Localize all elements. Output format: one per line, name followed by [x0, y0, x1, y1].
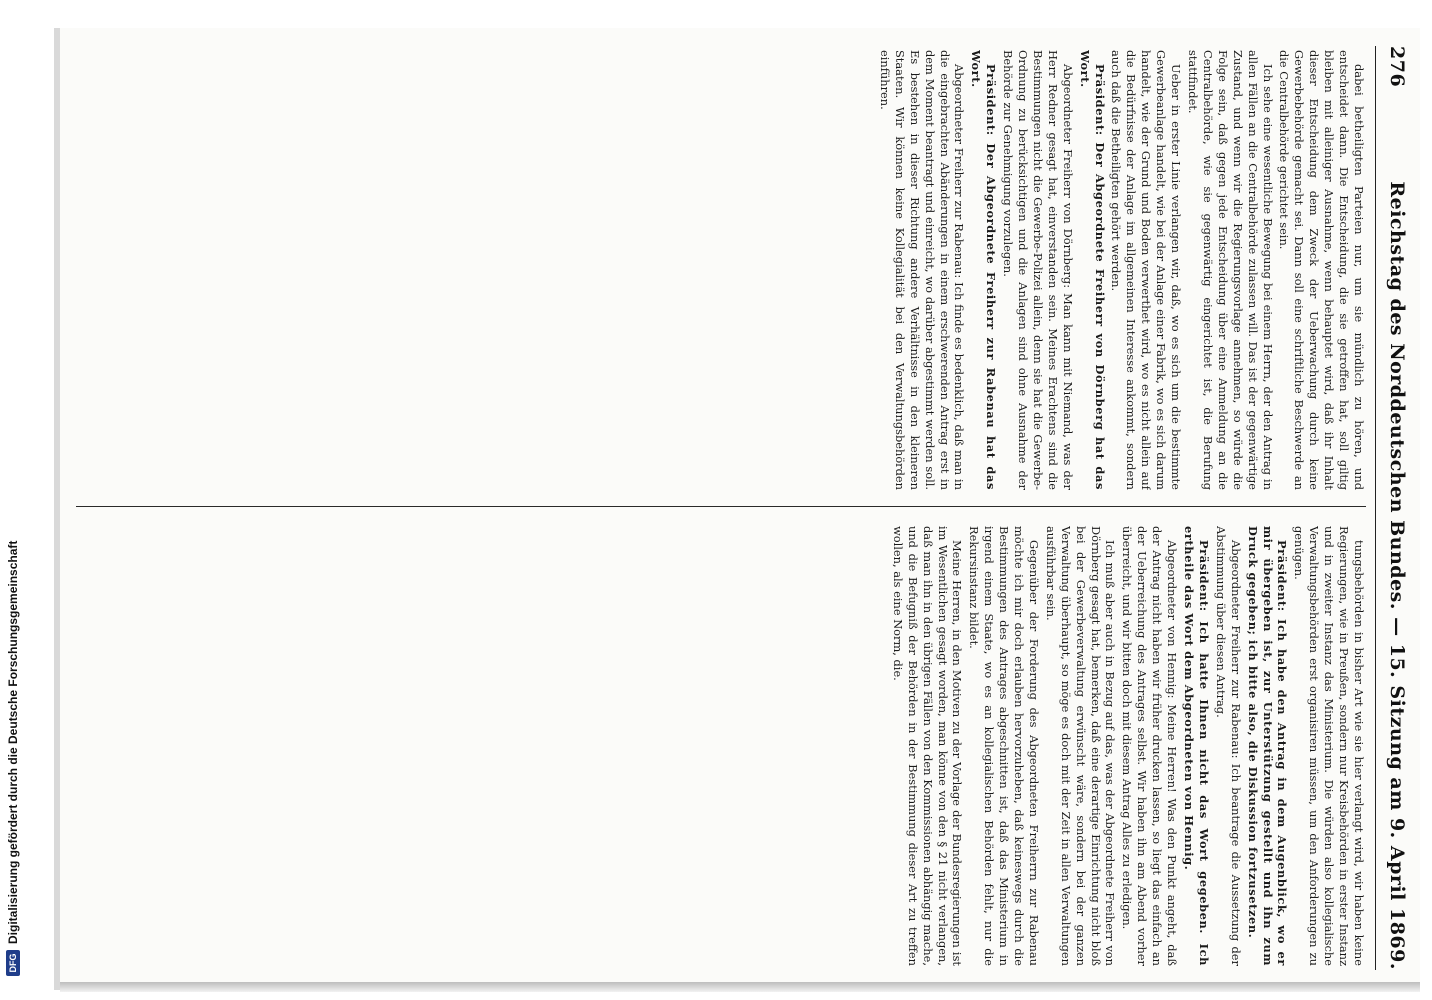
page-header — [1380, 46, 1414, 970]
paragraph: Abgeordneter Freiherr von Dörnberg: Man kann mit Niemand, was der Herr Redner gesagt hat, einverstanden sein. Meines Erachtens sind die Bestimmungen nicht die Gewerbe-Polizei allein, denn sie hat die Gewerbe-Ordnung zu berücksichtigen und die Anlagen sind ohne Ausnahme der Behörde zur Genehmigung vorzulegen. — [1001, 50, 1075, 490]
page-number: 276 — [1386, 46, 1408, 88]
paragraph: Gegenüber der Forderung des Abgeordneten Freiherrn zur Rabenau möchte ich mir doch erlauben hervorzuheben, daß keineswegs durch die Bestimmungen des Antrages abgeschnitten ist, daß das Ministerium in irgend einem Staate, wo es an kollegialischen Behörden fehlt, nur die Rekursinstanz bildet. — [967, 526, 1041, 966]
speaker-paragraph: Präsident: Ich hatte Ihnen nicht das Wort gegeben. Ich ertheile das Wort dem Abgeordneten von Hennig. — [1182, 526, 1211, 966]
scan-edge-bottom — [60, 982, 1420, 992]
paragraph: Meine Herren, in den Motiven zu der Vorlage der Bundesregierungen ist im Wesentlichen gesagt worden, man könne von den § 21 nicht verlangen, daß man ihn in den übrigen Fällen von den Kommissionen abhängig mache, und die Befugniß der Behörden in der Bestimmung dieser Art zu treffen wollen, als eine Norm, die. — [890, 526, 965, 966]
left-column — [76, 50, 1366, 490]
dfg-logo-icon: DFG — [6, 950, 20, 976]
digitization-credit — [4, 506, 22, 976]
header-rule — [1375, 46, 1376, 970]
paragraph: Abgeordneter von Hennig: Meine Herren! Was den Punkt angeht, daß der Antrag nicht haben wir früher drucken lassen, so liegt das einfach an der Ueberreichung des Antrages selbst. Wir haben ihn am Abend vorher überreicht, und wir bitten doch mit diesem Antrag Alles zu erledigen. — [1120, 526, 1180, 966]
credit-text: Digitalisierung gefördert durch die Deutsche Forschungsgemeinschaft — [6, 540, 20, 944]
speaker-paragraph: Präsident: Der Abgeordnete Freiherr von Dörnberg hat das Wort. — [1077, 50, 1107, 490]
right-column — [76, 526, 1366, 966]
running-title: Reichstag des Norddeutschen Bundes. — 15. Sitzung am 9. April 1869. — [1386, 181, 1408, 970]
paragraph: Ueber in erster Linie verlangen wir, daß, wo es sich um die bestimmte Gewerbeanlage handelt, wie bei der Anlage einer Fabrik, wo es sich darum handelt, wie der Grund und Boden verwerthet wird, wo es nicht allein auf die Bedürfnisse der Anlage im allgemeinen Interesse ankommt, sondern auch daß die Betheiligten gehört werden. — [1109, 50, 1184, 490]
paragraph: Abgeordneter Freiherr zur Rabenau: Ich beantrage die Aussetzung der Abstimmung über diesen Antrag. — [1213, 526, 1243, 966]
paragraph: dabei betheiligten Parteien nur, um sie mündlich zu hören, und entscheidet dann. Die Entscheidung, die sie getroffen hat, soll giltig bleiben mit alleiniger Ausnahme, wenn behauptet wird, daß ihr Inhalt dieser Entscheidung dem Zweck der Ueberwachung durch keine Gewerbebehörde gemacht sei. Dann soll eine schriftliche Beschwerde an die Centralbehörde gerichtet sein. — [1277, 50, 1366, 490]
rotated-page-content — [60, 28, 1420, 988]
speaker-paragraph: Präsident: Ich habe den Antrag in dem Augenblick, wo er mir übergeben ist, zur Unterstützung gestellt und ihn zum Druck gegeben; ich bitte also, die Diskussion fortzusetzen. — [1245, 526, 1290, 966]
paragraph: Abgeordneter Freiherr zur Rabenau: Ich finde es bedenklich, daß man in die eingebrachten Abänderungen in einem erschwerenden Antrag erst in dem Moment beantragt und einreicht, wo darüber abgestimmt werden soll. Es bestehen in dieser Richtung andere Verhältnisse in den kleineren Staaten. Wir können keine Kollegialität bei den Verwaltungsbehörden einführen. — [877, 50, 967, 490]
speaker-paragraph: Präsident: Der Abgeordnete Freiherr zur Rabenau hat das Wort. — [969, 50, 999, 490]
paragraph: tungsbehörden in bisher Art wie sie hier verlangt wird, wir haben keine Regierungen, wie in Preußen, sondern nur Kreisbehörden in erster Instanz und in zweiter Instanz das Ministerium. Die würden also kollegialische Verwaltungsbehörden erst organisiren müssen, um den Anforderungen zu genügen. — [1292, 526, 1366, 966]
scanned-page — [60, 28, 1420, 988]
column-divider — [76, 506, 1366, 507]
paragraph: Ich muß aber auch in Bezug auf das, was der Abgeordnete Freiherr von Dörnberg gesagt hat, bemerken, daß eine derartige Einrichtung nicht bloß bei der Gewerbeverwaltung erwünscht wäre, sondern bei der ganzen Verwaltung überhaupt, so möge es doch mit der Zeit in allen Verwaltungen ausführbar sein. — [1043, 526, 1118, 966]
paragraph: Ich sehe eine wesentliche Bewegung bei einem Herrn, der den Antrag in allen Fällen an die Centralbehörde zulassen will. Das ist der gegenwärtige Zustand, und wenn wir die Regierungsvorlage annehmen, so würde die Folge sein, daß gegen jede Entscheidung über eine Anmeldung an die Centralbehörde, wie sie gegenwärtig eingerichtet ist, die Berufung stattfindet. — [1186, 50, 1275, 490]
